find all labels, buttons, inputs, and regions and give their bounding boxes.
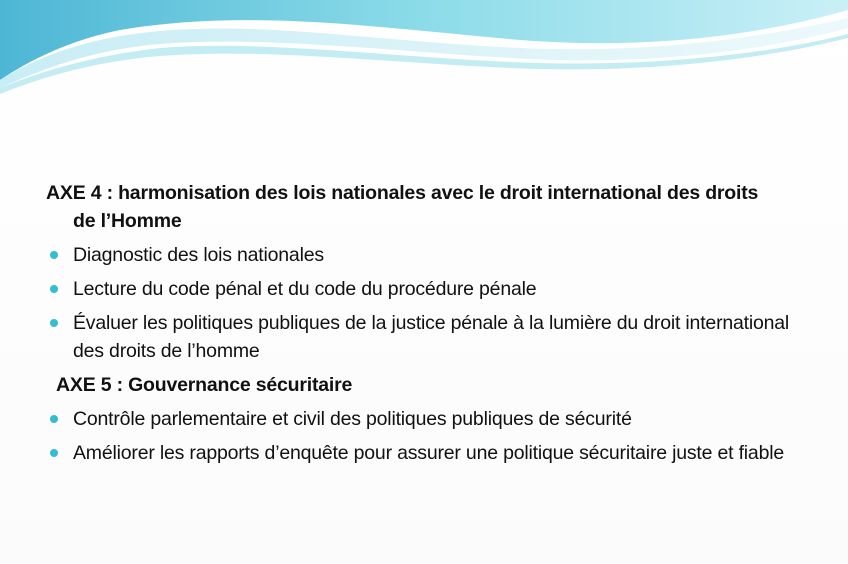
- axis4-heading-line1: AXE 4 : harmonisation des lois nationales avec le droit international des droits: [46, 182, 759, 204]
- axis4-heading-line2: de l’Homme: [73, 210, 182, 232]
- list-item-text: Améliorer les rapports d’enquête pour assurer une politique sécuritaire juste et fiable: [73, 442, 785, 464]
- bullet-icon: [50, 415, 58, 423]
- axis4-bullet-list: [46, 241, 816, 365]
- list-item: [46, 275, 816, 303]
- bullet-icon: [50, 285, 58, 293]
- list-item: [46, 241, 816, 269]
- list-item-text: Lecture du code pénal et du code du procédure pénale: [73, 278, 537, 300]
- bullet-icon: [50, 319, 58, 327]
- axis5-bullet-list: [46, 405, 816, 467]
- list-item: [46, 309, 816, 365]
- bullet-icon: [50, 449, 58, 457]
- axis5-heading: AXE 5 : Gouvernance sécuritaire: [56, 374, 353, 396]
- decorative-wave-header: [0, 0, 848, 95]
- axis4-heading: [46, 179, 816, 235]
- list-item: [46, 405, 816, 433]
- list-item-text: Contrôle parlementaire et civil des politiques publiques de sécurité: [73, 408, 632, 430]
- slide-content: [46, 179, 816, 473]
- bullet-icon: [50, 251, 58, 259]
- list-item: [46, 439, 816, 467]
- list-item-text: Évaluer les politiques publiques de la justice pénale à la lumière du droit international des droits de l’homme: [73, 312, 790, 362]
- list-item-text: Diagnostic des lois nationales: [73, 244, 324, 266]
